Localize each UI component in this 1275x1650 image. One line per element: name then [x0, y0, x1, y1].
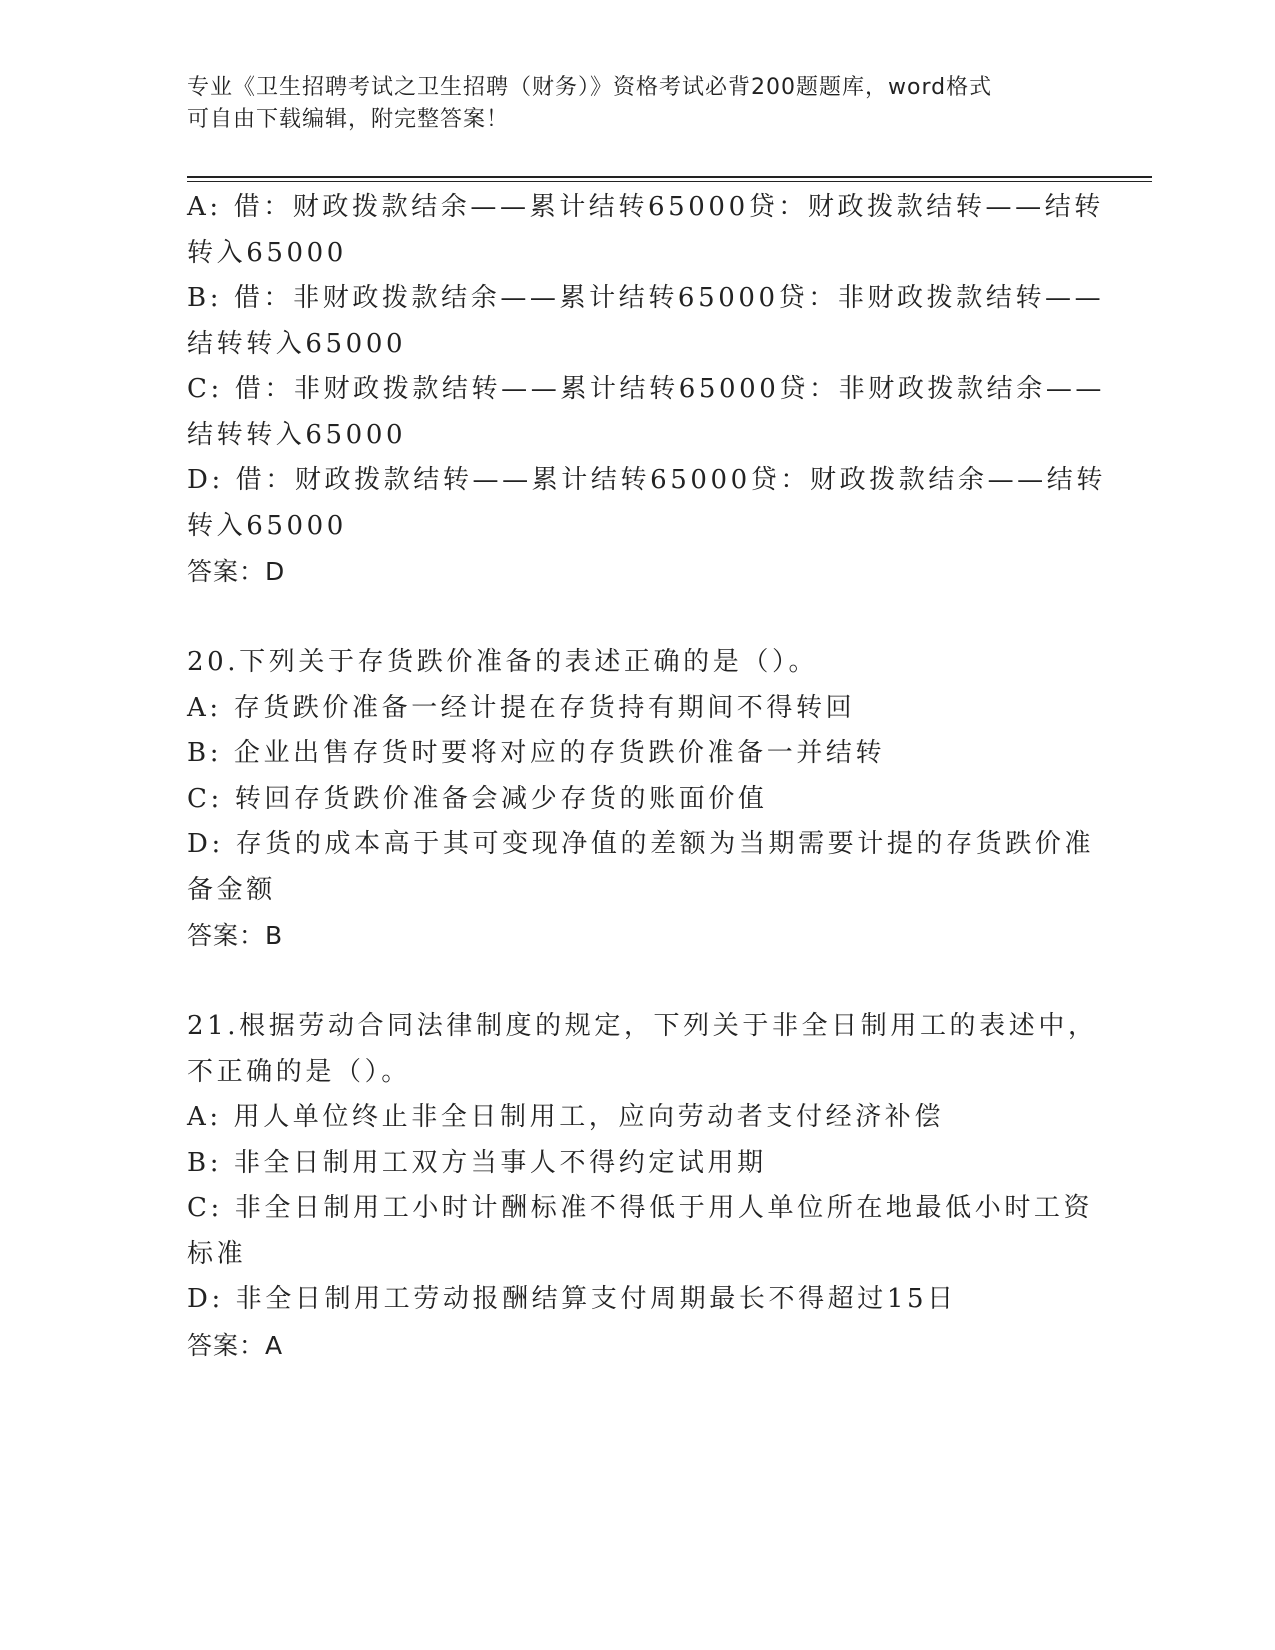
q21-option-d: D: 非全日制用工劳动报酬结算支付周期最长不得超过15日 — [187, 1284, 957, 1314]
q20-option-c: C: 转回存货跌价准备会减少存货的账面价值 — [187, 783, 768, 814]
document-header — [187, 72, 1087, 136]
q19-option-c-line-2: 结转转入65000 — [187, 419, 407, 450]
header-rule-thick — [187, 176, 1152, 178]
q21-option-c-line-2: 标准 — [187, 1238, 247, 1269]
header-title-line-1: 专业《卫生招聘考试之卫生招聘（财务）》资格考试必背200题题库，word格式 — [187, 75, 993, 100]
q20-option-d-line-1: D: 存货的成本高于其可变现净值的差额为当期需要计提的存货跌价准 — [187, 829, 1095, 859]
q21-answer: 答案：A — [187, 1330, 284, 1360]
question-content — [187, 185, 1106, 1368]
q20-option-a: A: 存货跌价准备一经计提在存货持有期间不得转回 — [187, 692, 856, 723]
q19-option-a-line-1: A: 借：财政拨款结余——累计结转65000贷：财政拨款结转——结转 — [187, 192, 1104, 222]
q21-option-a: A: 用人单位终止非全日制用工，应向劳动者支付经济补偿 — [187, 1102, 945, 1132]
q19-option-a-line-2: 转入65000 — [187, 237, 347, 268]
q20-option-d-line-2: 备金额 — [187, 874, 276, 905]
spacer — [187, 959, 1077, 1005]
q19-option-b-line-1: B: 借：非财政拨款结余——累计结转65000贷：非财政拨款结转—— — [187, 283, 1105, 313]
q20-option-b: B: 企业出售存货时要将对应的存货跌价准备一并结转 — [187, 738, 886, 768]
header-rule-thin — [187, 181, 1152, 182]
q19-option-b-line-2: 结转转入65000 — [187, 328, 407, 359]
question-19-block — [187, 185, 1106, 595]
question-20-block — [187, 640, 1095, 959]
q21-stem-line-2: 不正确的是（）。 — [187, 1056, 411, 1087]
q19-option-d-line-2: 转入65000 — [187, 510, 347, 541]
q20-stem: 20.下列关于存货跌价准备的表述正确的是（）。 — [187, 647, 819, 677]
q21-option-b: B: 非全日制用工双方当事人不得约定试用期 — [187, 1147, 767, 1178]
question-21-block — [187, 1004, 1098, 1368]
header-title-line-2: 可自由下载编辑，附完整答案！ — [187, 107, 510, 132]
q19-option-c-line-1: C: 借：非财政拨款结转——累计结转65000贷：非财政拨款结余—— — [187, 374, 1106, 404]
q19-option-d-line-1: D: 借：财政拨款结转——累计结转65000贷：财政拨款结余——结转 — [187, 465, 1106, 495]
q20-answer: 答案：B — [187, 921, 284, 950]
q21-option-c-line-1: C: 非全日制用工小时计酬标准不得低于用人单位所在地最低小时工资 — [187, 1193, 1094, 1223]
q19-answer: 答案：D — [187, 557, 286, 586]
spacer — [187, 595, 1077, 641]
q21-stem-line-1: 21.根据劳动合同法律制度的规定，下列关于非全日制用工的表述中， — [187, 1011, 1098, 1041]
